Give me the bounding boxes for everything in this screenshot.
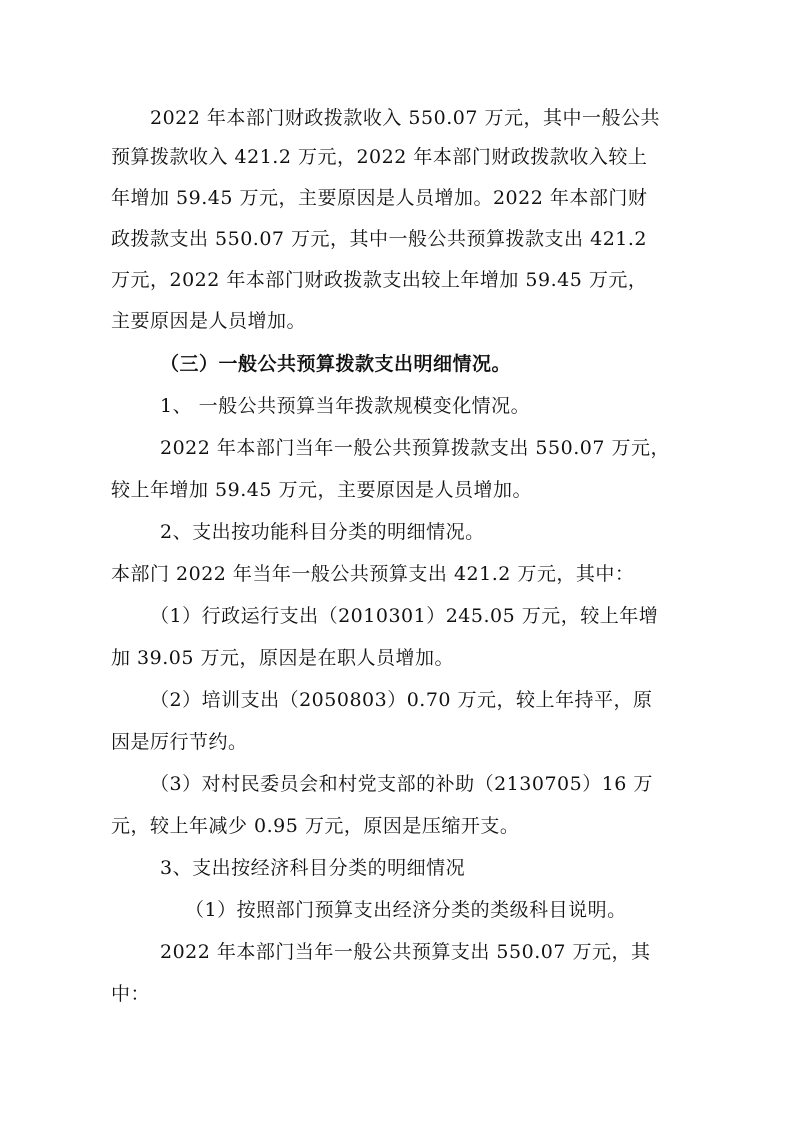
item-1-heading: 1、 一般公共预算当年拨款规模变化情况。 <box>160 395 531 417</box>
subitem-1-line-2: 加 39.05 万元，原因是在职人员增加。 <box>111 647 454 669</box>
item-2-intro: 本部门 2022 年当年一般公共预算支出 421.2 万元，其中： <box>111 563 635 585</box>
section-heading: （三）一般公共预算拨款支出明细情况。 <box>160 353 512 375</box>
paragraph-income-line-3: 年增加 59.45 万元，主要原因是人员增加。2022 年本部门财 <box>111 187 648 209</box>
final-paragraph-line-1: 2022 年本部门当年一般公共预算支出 550.07 万元，其 <box>160 941 651 963</box>
paragraph-income-line-4: 政拨款支出 550.07 万元，其中一般公共预算拨款支出 421.2 <box>111 228 647 250</box>
subitem-2-line-1: （2）培训支出（2050803）0.70 万元，较上年持平，原 <box>150 689 653 711</box>
subitem-2-line-2: 因是厉行节约。 <box>111 731 248 753</box>
subitem-3-line-1: （3）对村民委员会和村党支部的补助（2130705）16 万 <box>150 773 653 795</box>
paragraph-income-line-1: 2022 年本部门财政拨款收入 550.07 万元，其中一般公共 <box>150 107 660 129</box>
subitem-1-line-1: （1）行政运行支出（2010301）245.05 万元，较上年增 <box>150 605 659 627</box>
subitem-3-line-2: 元，较上年减少 0.95 万元，原因是压缩开支。 <box>111 815 520 837</box>
item-3-heading: 3、支出按经济科目分类的明细情况 <box>160 857 466 879</box>
item-3-subitem-1: （1）按照部门预算支出经济分类的类级科目说明。 <box>185 899 627 921</box>
item-1-body-line-2: 较上年增加 59.45 万元，主要原因是人员增加。 <box>111 479 532 501</box>
final-paragraph-line-2: 中： <box>111 983 151 1005</box>
paragraph-income-line-5: 万元，2022 年本部门财政拨款支出较上年增加 59.45 万元， <box>111 269 648 291</box>
item-2-heading: 2、支出按功能科目分类的明细情况。 <box>160 521 485 543</box>
paragraph-income-line-2: 预算拨款收入 421.2 万元，2022 年本部门财政拨款收入较上 <box>111 146 648 168</box>
paragraph-income-line-6: 主要原因是人员增加。 <box>111 310 307 332</box>
item-1-body-line-1: 2022 年本部门当年一般公共预算拨款支出 550.07 万元， <box>160 437 670 459</box>
